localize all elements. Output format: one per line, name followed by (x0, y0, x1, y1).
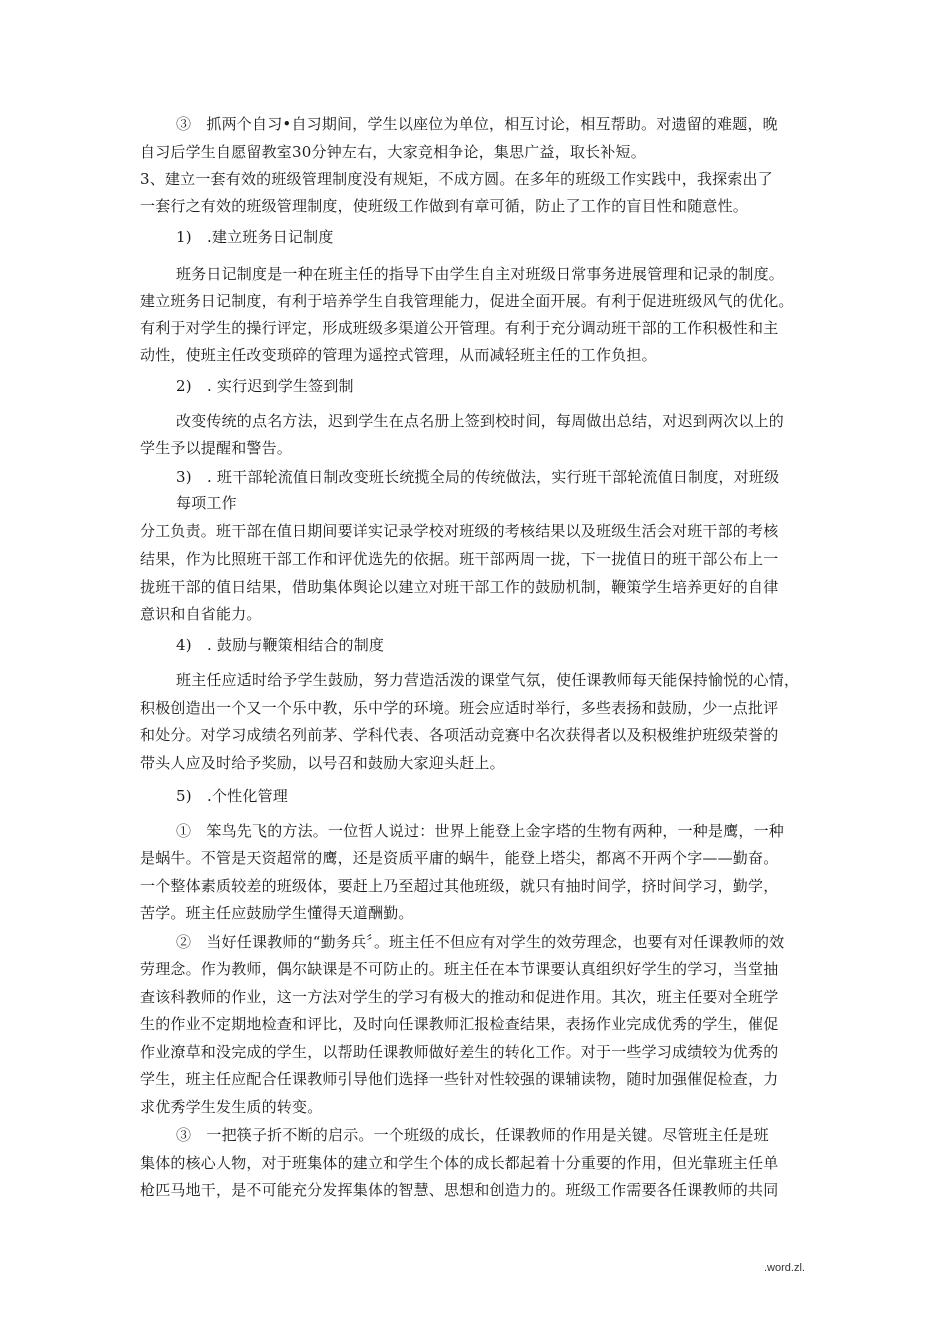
section-heading: 5) .个性化管理 (176, 787, 288, 805)
text-line: 分工负责。班干部在值日期间要详实记录学校对班级的考核结果以及班级生活会对班干部的考核 (140, 522, 779, 540)
text-line: 带头人应及时给予奖励，以号召和鼓励大家迎头赶上。 (140, 754, 505, 772)
text-line: 学生予以提醒和警告。 (140, 439, 293, 457)
text-line: 改变传统的点名方法，迟到学生在点名册上签到校时间，每周做出总结，对迟到两次以上的 (176, 412, 785, 430)
text-line: 有利于对学生的操行评定，形成班级多渠道公开管理。有利于充分调动班干部的工作积极性和主 (140, 319, 779, 337)
section-heading: 2) . 实行迟到学生签到制 (176, 377, 354, 395)
text-line: 查该科教师的作业，这一方法对学生的学习有极大的推动和促进作用。其次，班主任要对全班学 (140, 988, 779, 1006)
section-heading: 1) .建立班务日记制度 (176, 228, 334, 246)
text-line: 一个整体素质较差的班级体，要赶上乃至超过其他班级，就只有抽时间学，挤时间学习，勤学， (140, 877, 779, 895)
text-line: 作业潦草和没完成的学生，以帮助任课教师做好差生的转化工作。对于一些学习成绩较为优秀的 (140, 1043, 779, 1061)
text-line: 求优秀学生发生质的转变。 (140, 1098, 323, 1116)
text-line: 建立班务日记制度，有利于培养学生自我管理能力，促进全面开展。有利于促进班级风气的优化。 (140, 292, 794, 310)
text-line: ③ 一把筷子折不断的启示。一个班级的成长，任课教师的作用是关键。尽管班主任是班 (176, 1126, 769, 1144)
text-line: 劳理念。作为教师，偶尔缺课是不可防止的。班主任在本节课要认真组织好学生的学习，当堂抽 (140, 960, 779, 978)
text-line: 意识和自省能力。 (140, 605, 262, 623)
text-line: 和处分。对学习成绩名列前茅、学科代表、各项活动竞赛中名次获得者以及积极维护班级荣誉的 (140, 726, 779, 744)
text-line: 一套行之有效的班级管理制度，使班级工作做到有章可循，防止了工作的盲目性和随意性。 (140, 197, 749, 215)
text-line: ② 当好任课教师的“勤务兵〞。班主任不但应有对学生的效劳理念，也要有对任课教师的效 (176, 933, 785, 951)
text-line: 每项工作 (176, 494, 237, 512)
text-line: 是蜗牛。不管是天资超常的鹰，还是资质平庸的蜗牛，能登上塔尖，都离不开两个字——勤奋。 (140, 849, 779, 867)
text-line: 结果，作为比照班干部工作和评优选先的依据。班干部两周一拢，下一拢值日的班干部公布上一 (140, 550, 779, 568)
text-line: 3、建立一套有效的班级管理制度没有规矩，不成方圆。在多年的班级工作实践中，我探索出了 (140, 170, 773, 188)
text-line: 集体的核心人物，对于班集体的建立和学生个体的成长都起着十分重要的作用，但光靠班主任单 (140, 1154, 779, 1172)
text-line: 动性，使班主任改变琐碎的管理为遥控式管理，从而减轻班主任的工作负担。 (140, 346, 657, 364)
text-line: 学生，班主任应配合任课教师引导他们选择一些针对性较强的课辅读物，随时加强催促检查，力 (140, 1070, 779, 1088)
text-line: 枪匹马地干，是不可能充分发挥集体的智慧、思想和创造力的。班级工作需要各任课教师的共同 (140, 1181, 779, 1199)
text-line: 生的作业不定期地检查和评比，及时向任课教师汇报检查结果，表扬作业完成优秀的学生，催促 (140, 1015, 779, 1033)
text-line: 积极创造出一个又一个乐中教，乐中学的环境。班会应适时举行，多些表扬和鼓励，少一点批评 (140, 699, 779, 717)
text-line: 自习后学生自愿留教室30分钟左右，大家竞相争论，集思广益，取长补短。 (140, 143, 646, 161)
text-line: 苦学。班主任应鼓励学生懂得天道酬勤。 (140, 904, 414, 922)
text-line: ① 笨鸟先飞的方法。一位哲人说过：世界上能登上金字塔的生物有两种，一种是鹰，一种 (176, 822, 785, 840)
text-line: 班务日记制度是一种在班主任的指导下由学生自主对班级日常事务进展管理和记录的制度。 (176, 265, 785, 283)
section-heading: 3) . 班干部轮流值日制改变班长统揽全局的传统做法，实行班干部轮流值日制度，对班级 (176, 468, 780, 486)
text-line: 拢班干部的值日结果，借助集体舆论以建立对班干部工作的鼓励机制，鞭策学生培养更好的自律 (140, 578, 779, 596)
section-heading: 4) . 鼓励与鞭策相结合的制度 (176, 636, 385, 654)
text-line: ③ 抓两个自习•自习期间，学生以座位为单位，相互讨论，相互帮助。对遗留的难题，晚 (176, 115, 778, 133)
text-line: 班主任应适时给予学生鼓励，努力营造活泼的课堂气氛，使任课教师每天能保持愉悦的心情， (176, 671, 800, 689)
page-footer: .word.zl. (764, 1262, 805, 1274)
